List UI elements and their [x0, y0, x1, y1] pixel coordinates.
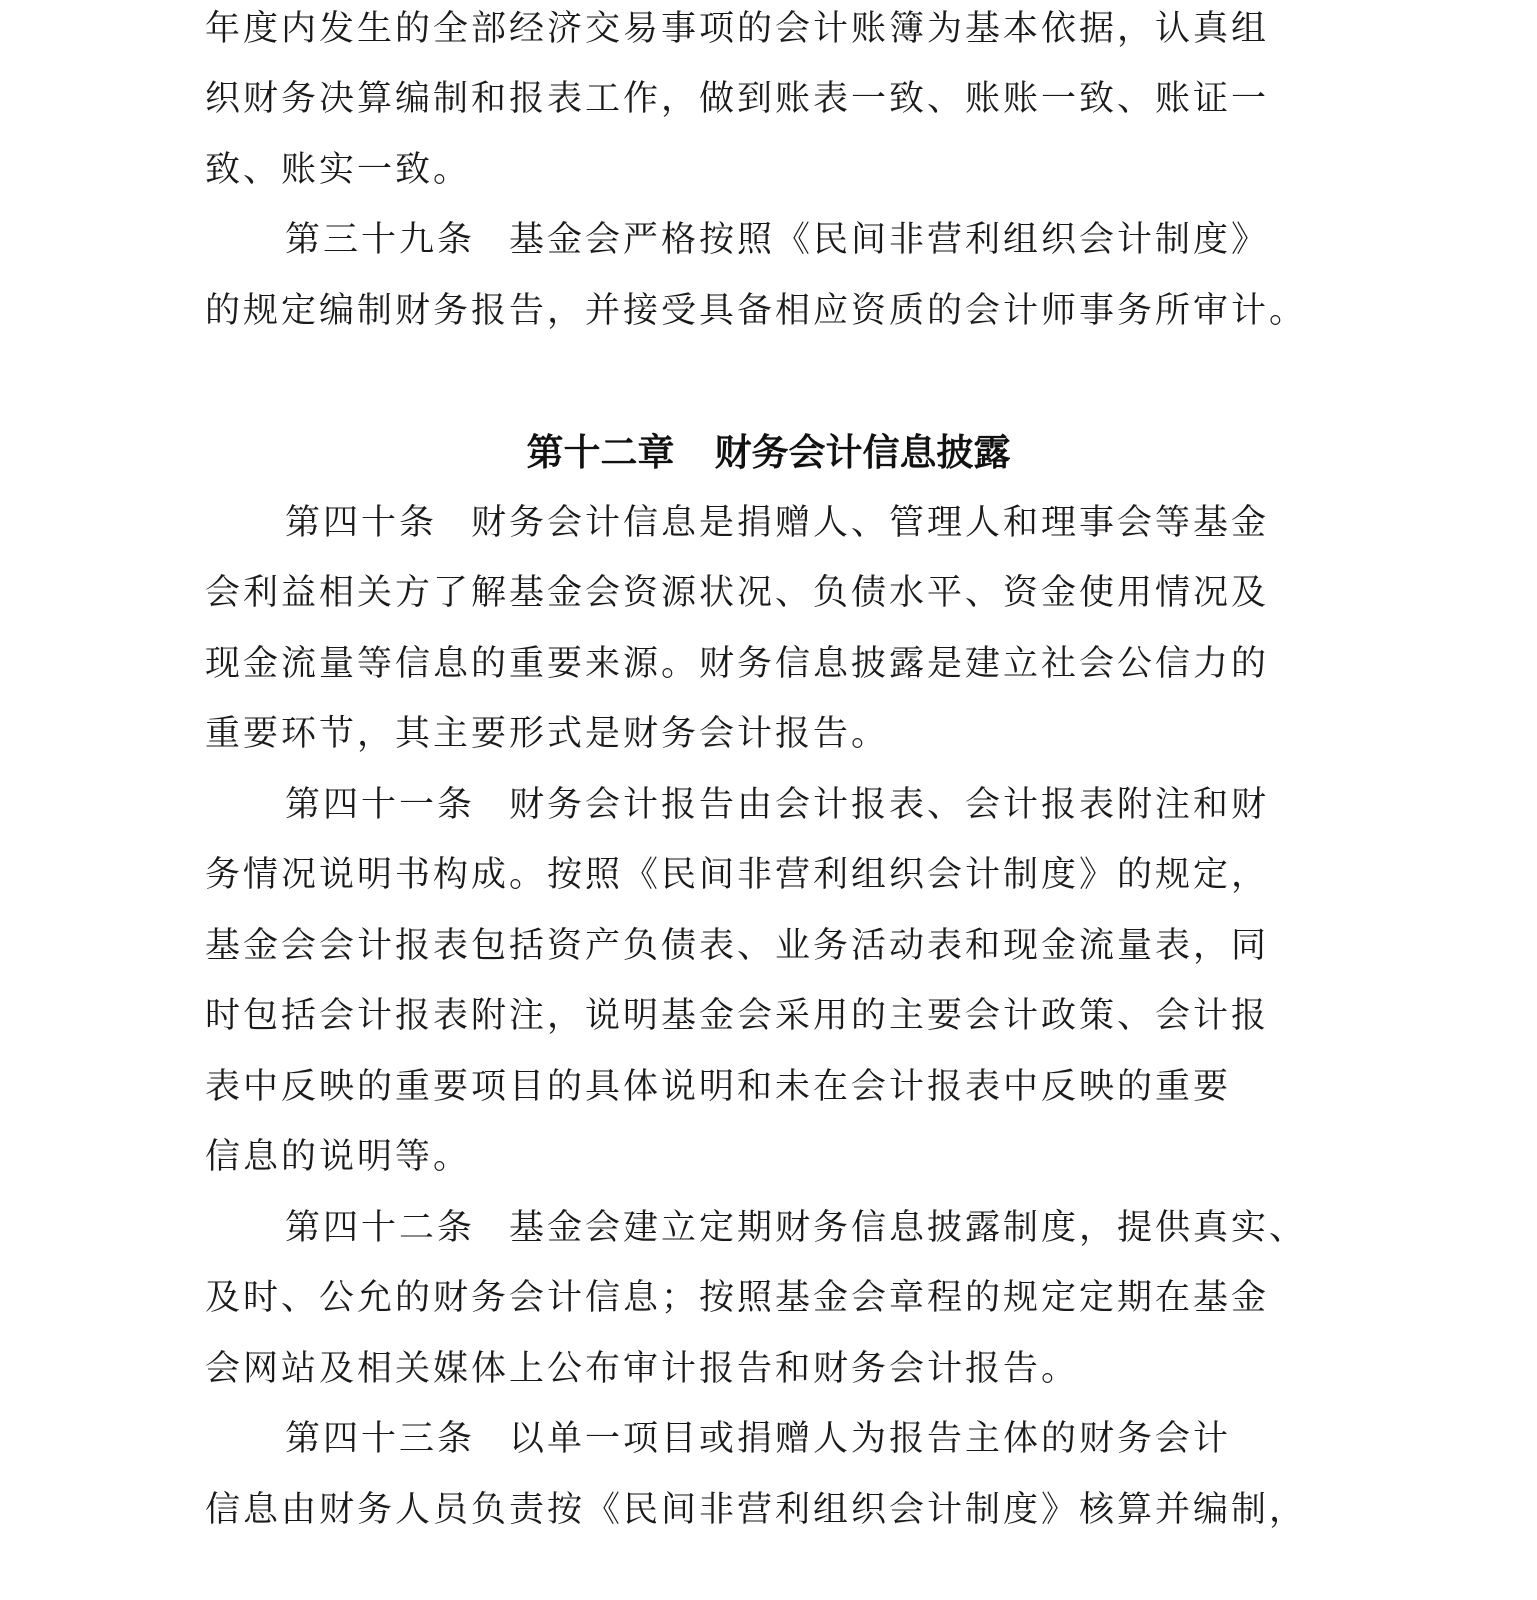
text-line: 的规定编制财务报告，并接受具备相应资质的会计师事务所审计。: [205, 291, 1308, 331]
article-42-number: 第四十二条: [285, 1208, 476, 1248]
text-line: 基金会会计报表包括资产负债表、业务活动表和现金流量表，同: [205, 926, 1270, 966]
article-40-number: 第四十条: [285, 503, 438, 543]
text-line: 时包括会计报表附注，说明基金会采用的主要会计政策、会计报: [205, 996, 1270, 1036]
text-line: 致、账实一致。: [205, 150, 472, 190]
text-line: 会利益相关方了解基金会资源状况、负债水平、资金使用情况及: [205, 573, 1270, 613]
chapter-title: 财务会计信息披露: [714, 431, 1011, 474]
article-39-number: 第三十九条: [285, 220, 476, 260]
article-39-first-line: [285, 216, 1269, 264]
text-line: 现金流量等信息的重要来源。财务信息披露是建立社会公信力的: [205, 644, 1270, 684]
text-line: 织财务决算编制和报表工作，做到账表一致、账账一致、账证一: [205, 79, 1270, 119]
article-41-first-line: [285, 781, 1269, 829]
text-line: 表中反映的重要项目的具体说明和未在会计报表中反映的重要: [205, 1067, 1232, 1107]
text-line: 重要环节，其主要形式是财务会计报告。: [205, 714, 890, 754]
chapter-heading: [0, 428, 1537, 478]
article-43-number: 第四十三条: [285, 1419, 476, 1459]
article-42-text: 基金会建立定期财务信息披露制度，提供真实、: [509, 1208, 1308, 1248]
text-line: 务情况说明书构成。按照《民间非营利组织会计制度》的规定，: [205, 855, 1270, 895]
text-line: 及时、公允的财务会计信息；按照基金会章程的规定定期在基金: [205, 1278, 1270, 1318]
article-43-first-line: [285, 1415, 1231, 1463]
text-line: 会网站及相关媒体上公布审计报告和财务会计报告。: [205, 1349, 1080, 1389]
chapter-number: 第十二章: [526, 431, 675, 474]
article-43-text: 以单一项目或捐赠人为报告主体的财务会计: [509, 1419, 1232, 1459]
article-40-first-line: [285, 499, 1269, 547]
article-41-number: 第四十一条: [285, 785, 476, 825]
text-line: 年度内发生的全部经济交易事项的会计账簿为基本依据，认真组: [205, 9, 1270, 49]
article-41-text: 财务会计报告由会计报表、会计报表附注和财: [509, 785, 1270, 825]
article-39-text: 基金会严格按照《民间非营利组织会计制度》: [509, 220, 1270, 260]
article-40-text: 财务会计信息是捐赠人、管理人和理事会等基金: [471, 503, 1270, 543]
text-line: 信息由财务人员负责按《民间非营利组织会计制度》核算并编制，: [205, 1490, 1308, 1530]
text-line: 信息的说明等。: [205, 1137, 472, 1177]
article-42-first-line: [285, 1204, 1307, 1252]
